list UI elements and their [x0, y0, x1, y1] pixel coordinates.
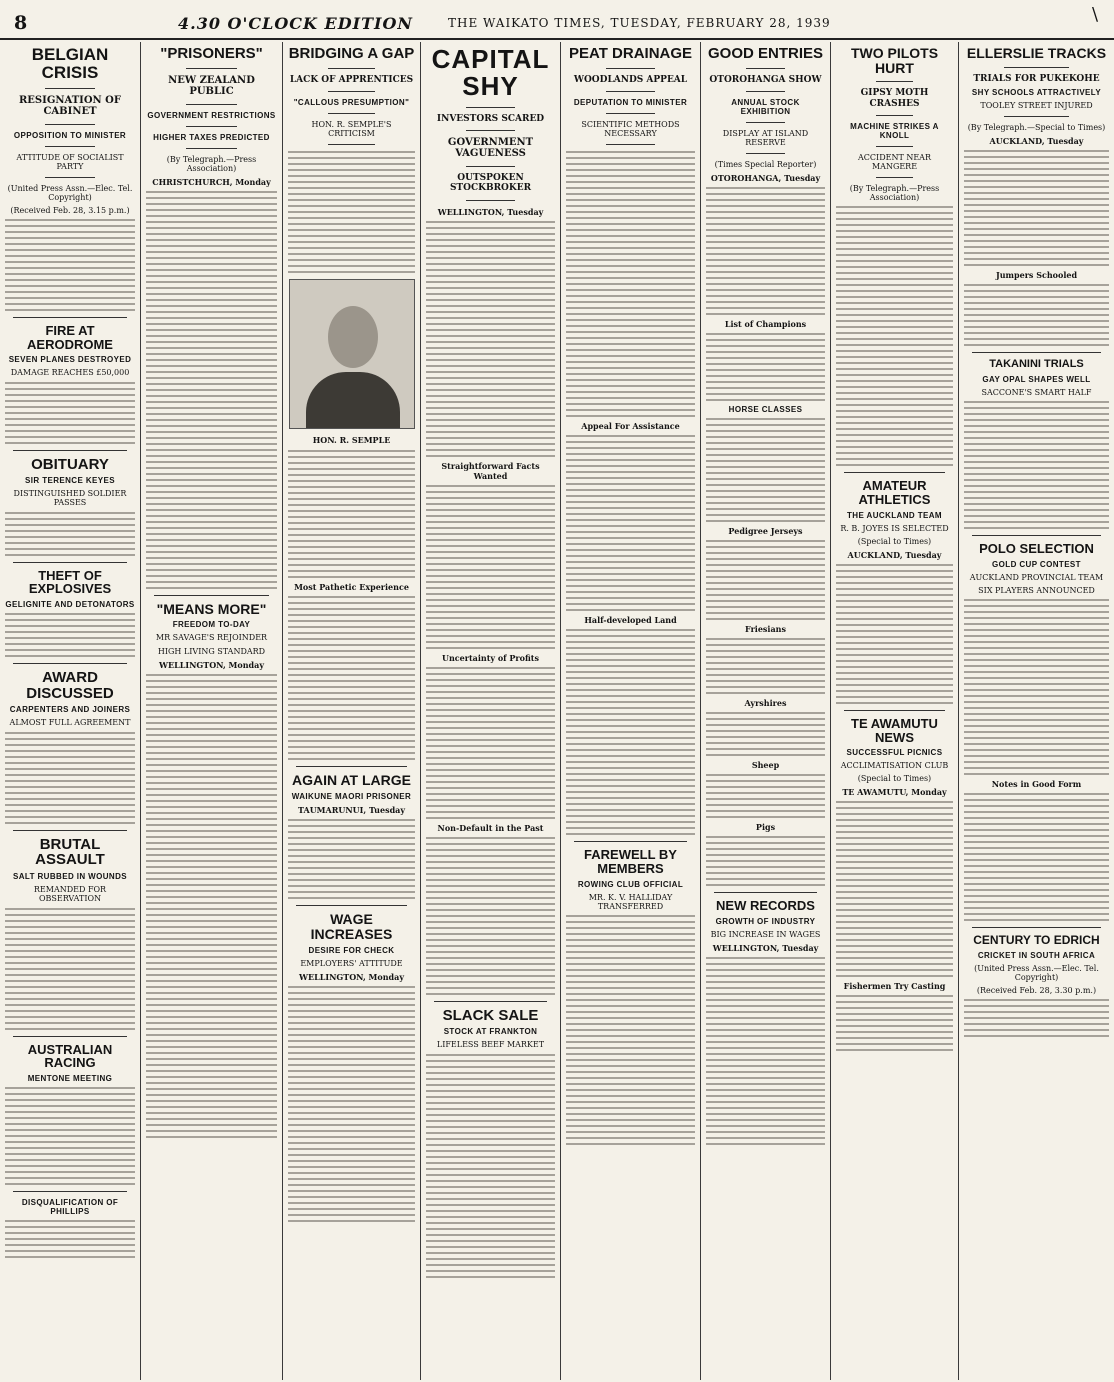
section-subhead: Notes in Good Form — [991, 778, 1082, 789]
kicker: GELIGNITE AND DETONATORS — [5, 599, 135, 609]
headline-bridging-a-gap: BRIDGING A GAP — [288, 45, 415, 62]
headline-slack-sale: SLACK SALE — [442, 1006, 539, 1024]
section-subhead: Uncertainty of Profits — [442, 652, 539, 663]
headline-amateur-athletics: AMATEUR ATHLETICS — [858, 478, 931, 508]
article-body — [146, 674, 277, 1138]
headline-new-records: NEW RECORDS — [716, 898, 815, 914]
column-1 — [0, 42, 140, 1380]
deck: DISPLAY AT ISLAND RESERVE — [722, 129, 809, 148]
headline-disqualification: DISQUALIFICATION OF PHILLIPS — [21, 1197, 119, 1216]
portrait-photo — [289, 279, 415, 429]
section-subhead: Half-developed Land — [584, 615, 677, 626]
article-body — [706, 187, 825, 315]
subhead: INVESTORS SCARED — [436, 113, 545, 124]
article-body — [5, 908, 135, 1030]
article-body — [288, 450, 415, 578]
kicker: OPPOSITION TO MINISTER — [13, 130, 127, 140]
kicker: SEVEN PLANES DESTROYED — [8, 355, 132, 365]
credit-line: (Special to Times) — [857, 774, 932, 784]
kicker: DESIRE FOR CHECK — [308, 945, 395, 955]
article-body — [566, 435, 695, 611]
section-subhead: List of Champions — [724, 319, 807, 330]
section-subhead: Straightforward Facts Wanted — [441, 460, 540, 481]
headline-farewell-by-members: FAREWELL BY MEMBERS — [584, 847, 677, 877]
deck: ACCLIMATISATION CLUB — [840, 761, 949, 771]
article-body — [426, 221, 555, 457]
deck: LIFELESS BEEF MARKET — [436, 1040, 545, 1050]
place-line: WELLINGTON, Tuesday — [437, 206, 544, 217]
kicker: SHY SCHOOLS ATTRACTIVELY — [971, 88, 1102, 98]
deck: SCIENTIFIC METHODS NECESSARY — [581, 120, 680, 139]
article-body — [706, 638, 825, 694]
kicker: CARPENTERS AND JOINERS — [9, 705, 131, 715]
credit-line: (Special to Times) — [857, 536, 932, 546]
subhead: LACK OF APPRENTICES — [289, 74, 414, 85]
headline-brutal-assault: BRUTAL ASSAULT — [35, 835, 105, 869]
kicker: ROWING CLUB OFFICIAL — [577, 879, 684, 889]
article-body — [836, 564, 953, 704]
article-body — [288, 596, 415, 760]
deck: ALMOST FULL AGREEMENT — [9, 718, 131, 728]
place-line: CHRISTCHURCH, Monday — [152, 176, 271, 187]
headline-capital-shy: CAPITAL SHY — [431, 44, 550, 102]
place-line: AUCKLAND, Tuesday — [847, 549, 942, 560]
credit-line: (By Telegraph.—Special to Times) — [967, 123, 1106, 133]
column-6 — [701, 42, 830, 1380]
subhead: OTOROHANGA SHOW — [709, 74, 822, 85]
kicker: GOLD CUP CONTEST — [992, 559, 1081, 569]
headline-takanini-trials: TAKANINI TRIALS — [989, 358, 1084, 371]
subhead: RESIGNATION OF CABINET — [19, 94, 121, 118]
article-body — [288, 986, 415, 1222]
subhead: WOODLANDS APPEAL — [573, 74, 688, 85]
column-8 — [959, 42, 1114, 1380]
headline-theft-of-explosives: THEFT OF EXPLOSIVES — [28, 567, 112, 597]
deck: OUTSPOKEN STOCKBROKER — [449, 172, 532, 194]
article-body — [5, 512, 135, 556]
received-line: (Received Feb. 28, 3.30 p.m.) — [976, 985, 1097, 995]
article-body — [426, 1054, 555, 1278]
article-body — [706, 957, 825, 1145]
deck: DISTINGUISHED SOLDIER PASSES — [13, 489, 127, 508]
deck: EMPLOYERS' ATTITUDE — [300, 958, 403, 968]
photo-caption: HON. R. SEMPLE — [312, 435, 391, 446]
place-line: AUCKLAND, Tuesday — [989, 136, 1084, 147]
kicker: STOCK AT FRANKTON — [443, 1027, 538, 1037]
article-body — [146, 191, 277, 589]
deck: R. B. JOYES IS SELECTED — [840, 523, 949, 533]
deck: AUCKLAND PROVINCIAL TEAM — [969, 572, 1104, 582]
kicker: THE AUCKLAND TEAM — [847, 510, 942, 520]
credit-line: (Times Special Reporter) — [714, 160, 817, 170]
article-body — [566, 915, 695, 1145]
section-subhead: Fishermen Try Casting — [843, 981, 946, 992]
article-body — [964, 401, 1109, 529]
article-body — [706, 774, 825, 818]
headline-obituary: OBITUARY — [31, 455, 109, 473]
place-line: WELLINGTON, Monday — [159, 659, 264, 670]
headline-belgian-crisis: BELGIAN CRISIS — [31, 45, 109, 82]
article-body — [964, 793, 1109, 921]
headline-polo-selection: POLO SELECTION — [979, 540, 1094, 556]
section-subhead: Friesians — [745, 624, 786, 635]
section-subhead: Appeal For Assistance — [581, 421, 680, 432]
article-body — [706, 418, 825, 522]
article-body — [426, 485, 555, 649]
kicker: SALT RUBBED IN WOUNDS — [12, 872, 128, 882]
place-line: WELLINGTON, Tuesday — [712, 943, 819, 954]
article-body — [706, 333, 825, 401]
article-body — [5, 613, 135, 657]
article-body — [964, 999, 1109, 1037]
article-body — [964, 284, 1109, 346]
headline-award-discussed: AWARD DISCUSSED — [26, 668, 114, 702]
dateline: THE WAIKATO TIMES, TUESDAY, FEBRUARY 28, 1939 — [448, 16, 831, 30]
headline-two-pilots-hurt: TWO PILOTS HURT — [850, 45, 939, 76]
article-body — [706, 836, 825, 886]
article-body — [964, 150, 1109, 266]
kicker: ANNUAL STOCK EXHIBITION — [731, 98, 800, 117]
edition-label: 4.30 O'CLOCK EDITION — [178, 14, 414, 33]
article-body — [5, 382, 135, 444]
deck: MR. K. V. HALLIDAY TRANSFERRED — [588, 892, 673, 911]
article-body — [836, 801, 953, 977]
headline-ellerslie-tracks: ELLERSLIE TRACKS — [966, 45, 1107, 61]
article-body — [964, 599, 1109, 775]
credit-line: (By Telegraph.—Press Association) — [166, 154, 257, 173]
headline-australian-racing: AUSTRALIAN RACING — [27, 1041, 113, 1071]
article-body — [426, 837, 555, 995]
kicker: GOVERNMENT RESTRICTIONS — [147, 110, 276, 120]
page-number: 8 — [14, 12, 28, 34]
headline-fire-at-aerodrome: FIRE AT AERODROME — [27, 323, 113, 352]
article-body — [426, 667, 555, 819]
headline-means-more: "MEANS MORE" — [156, 600, 267, 617]
section-subhead: Pigs — [755, 822, 776, 833]
deck: HON. R. SEMPLE'S CRITICISM — [311, 120, 392, 139]
kicker: "CALLOUS PRESUMPTION" — [293, 98, 410, 108]
kicker: SUCCESSFUL PICNICS — [846, 748, 943, 758]
subhead: NEW ZEALAND PUBLIC — [168, 74, 255, 98]
column-7 — [831, 42, 958, 1380]
article-body — [5, 732, 135, 824]
kicker: DEPUTATION TO MINISTER — [573, 98, 688, 108]
place-line: TE AWAMUTU, Monday — [842, 787, 947, 798]
place-line: WELLINGTON, Monday — [299, 971, 404, 982]
headline-wage-increases: WAGE INCREASES — [310, 911, 393, 942]
headline-prisoners: "PRISONERS" — [160, 45, 263, 62]
article-body — [836, 206, 953, 466]
deck: TOOLEY STREET INJURED — [980, 101, 1093, 111]
place-line: OTOROHANGA, Tuesday — [710, 173, 821, 184]
headline-te-awamutu-news: TE AWAMUTU NEWS — [851, 715, 938, 745]
kicker: CRICKET IN SOUTH AFRICA — [977, 950, 1096, 960]
kicker: GAY OPAL SHAPES WELL — [982, 374, 1091, 384]
credit-line: (United Press Assn.—Elec. Tel. Copyright) — [7, 184, 133, 203]
received-line: (Received Feb. 28, 3.15 p.m.) — [10, 206, 130, 216]
deck: MR SAVAGE'S REJOINDER — [155, 633, 268, 643]
kicker: MACHINE STRIKES A KNOLL — [850, 122, 939, 141]
deck: HIGH LIVING STANDARD — [157, 646, 266, 656]
deck: GOVERNMENT VAGUENESS — [447, 136, 534, 160]
article-body — [288, 151, 415, 273]
deck: REMANDED FOR OBSERVATION — [33, 885, 107, 904]
place-line: TAUMARUNUI, Tuesday — [297, 805, 406, 816]
article-body — [566, 629, 695, 835]
deck: ACCIDENT NEAR MANGERE — [858, 153, 931, 172]
article-body — [706, 540, 825, 620]
section-subhead: HORSE CLASSES — [728, 405, 803, 415]
masthead — [0, 0, 1114, 40]
section-subhead: Ayrshires — [744, 698, 787, 709]
article-body — [566, 151, 695, 417]
column-3 — [283, 42, 420, 1380]
credit-line: (By Telegraph.—Press Association) — [849, 184, 940, 203]
column-5 — [561, 42, 700, 1380]
credit-line: (United Press Assn.—Elec. Tel. Copyright) — [974, 963, 1099, 982]
article-body — [5, 1220, 135, 1258]
headline-again-at-large: AGAIN AT LARGE — [292, 772, 411, 789]
corner-mark: \ — [1092, 4, 1099, 25]
section-subhead: Jumpers Schooled — [995, 270, 1078, 281]
kicker: FREEDOM TO-DAY — [172, 620, 251, 630]
headline-peat-drainage: PEAT DRAINAGE — [568, 45, 693, 62]
section-subhead: Sheep — [751, 760, 780, 771]
article-body — [288, 819, 415, 899]
headline-good-entries: GOOD ENTRIES — [707, 45, 823, 62]
deck: DAMAGE REACHES £50,000 — [10, 368, 130, 378]
subhead: TRIALS FOR PUKEKOHE — [973, 73, 1100, 84]
deck: BIG INCREASE IN WAGES — [710, 930, 821, 940]
article-body — [5, 219, 135, 311]
deck: ATTITUDE OF SOCIALIST PARTY — [16, 152, 124, 171]
subhead: GIPSY MOTH CRASHES — [860, 88, 929, 109]
kicker: GROWTH OF INDUSTRY — [715, 917, 816, 927]
deck: SACCONE'S SMART HALF — [981, 387, 1092, 397]
section-subhead: Non-Default in the Past — [437, 822, 544, 833]
column-4 — [421, 42, 560, 1380]
deck: HIGHER TAXES PREDICTED — [153, 132, 270, 142]
section-subhead: Pedigree Jerseys — [728, 526, 803, 537]
column-2 — [141, 42, 282, 1380]
section-subhead: Most Pathetic Experience — [294, 582, 409, 593]
deck: SIX PLAYERS ANNOUNCED — [978, 585, 1095, 595]
kicker: WAIKUNE MAORI PRISONER — [291, 792, 412, 802]
article-body — [706, 712, 825, 756]
article-body — [836, 995, 953, 1051]
headline-century-to-edrich: CENTURY TO EDRICH — [973, 932, 1100, 947]
article-body — [5, 1087, 135, 1185]
kicker: SIR TERENCE KEYES — [25, 476, 115, 486]
kicker: MENTONE MEETING — [27, 1073, 113, 1083]
